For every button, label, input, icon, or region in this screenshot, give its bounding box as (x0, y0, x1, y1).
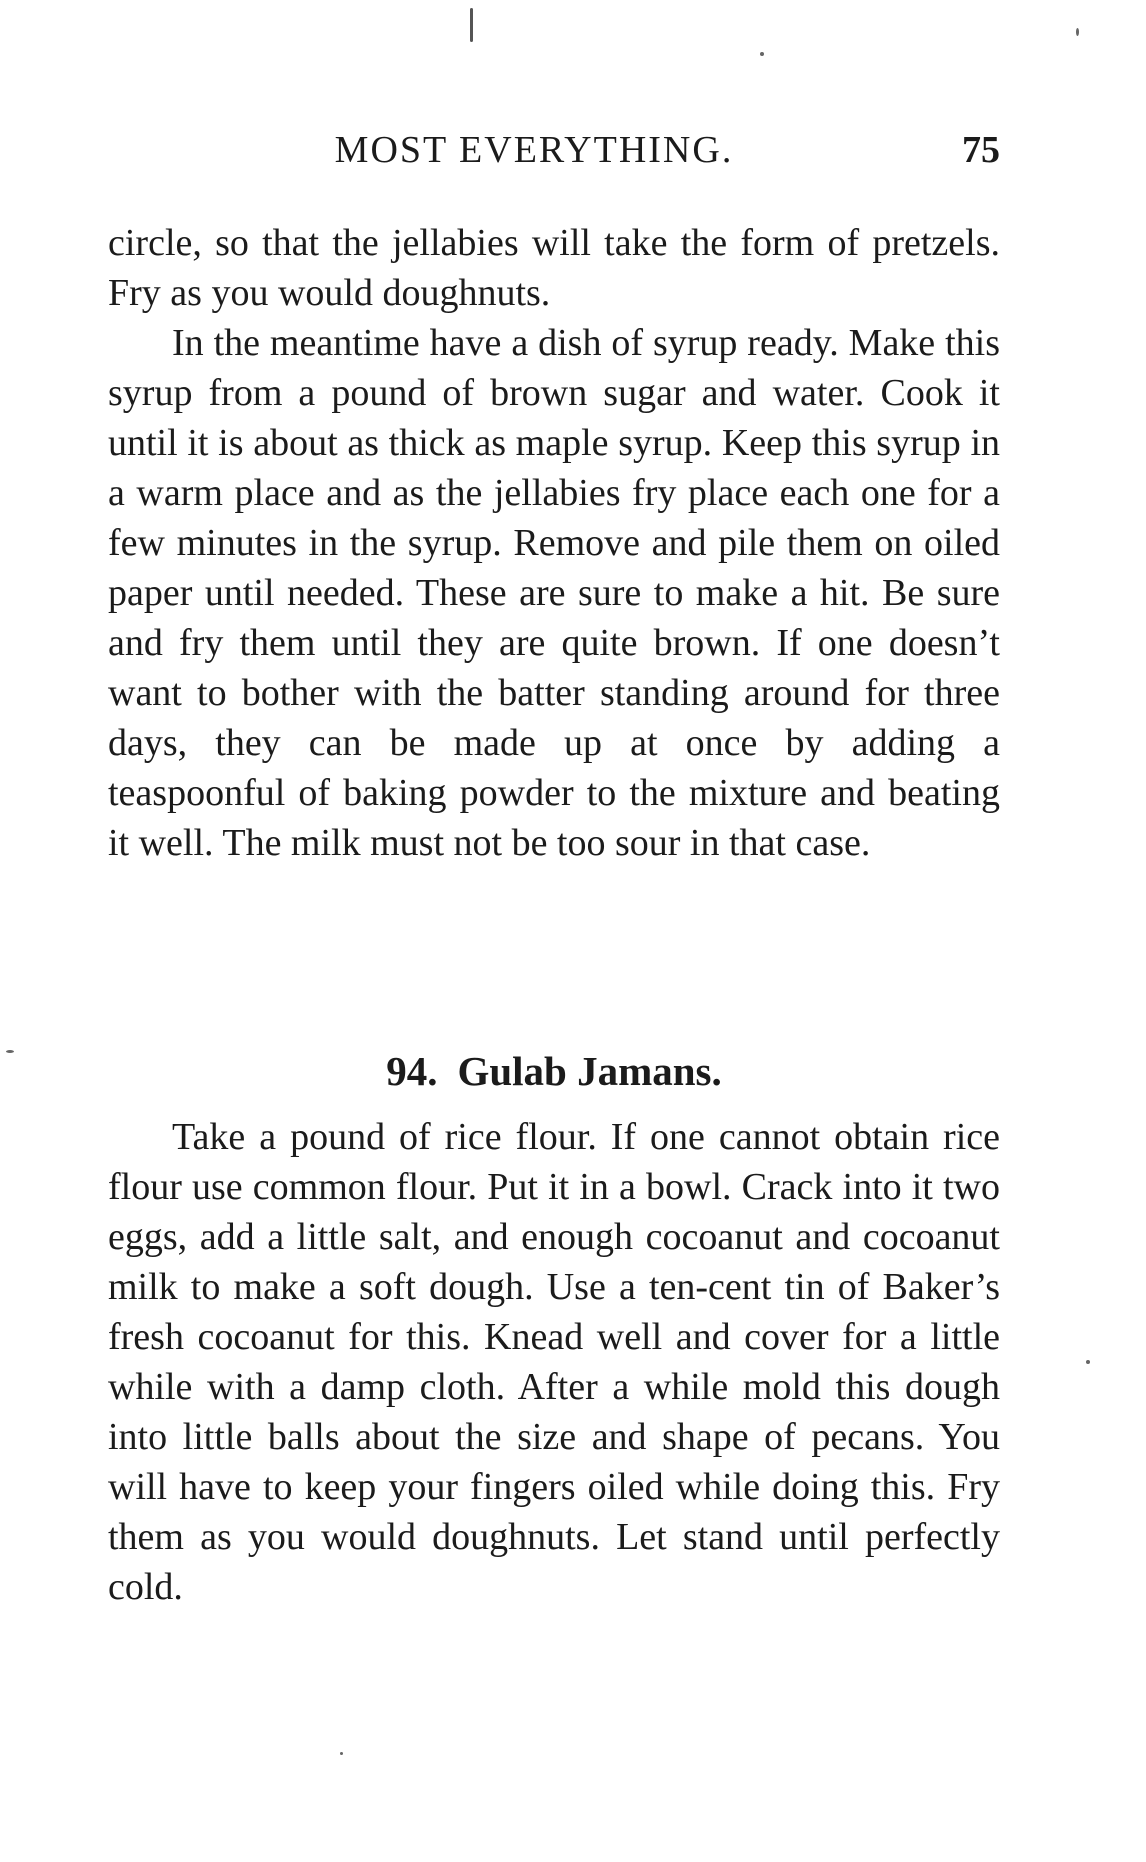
print-speck (760, 52, 764, 56)
print-speck (470, 8, 473, 42)
recipe-heading (108, 1044, 1000, 1098)
paragraph: In the meantime have a dish of syrup ready. Make this syrup from a pound of brown sugar and water. Cook it until it is about as thick as maple syrup. Keep this syrup in a warm place and as the jellabies fry place each one for a few minutes in the syrup. Remove and pile them on oiled paper until needed. These are sure to make a hit. Be sure and fry them until they are quite brown. If one doesn’t want to bother with the batter standing around for three days, they can be made up at once by adding a teaspoonful of baking powder to the mixture and beating it well. The milk must not be too sour in that case. (108, 322, 1000, 864)
print-speck (1086, 1360, 1090, 1364)
recipe-number: 94. (386, 1048, 438, 1094)
paragraph: Take a pound of rice flour. If one cannot obtain rice flour use common flour. Put it in a bowl. Crack into it two eggs, add a little salt, and enough cocoanut and cocoanut milk to make a soft dough. Use a ten-cent tin of Baker’s fresh cocoanut for this. Knead well and cover for a little while with a damp cloth. After a while mold this dough into little balls about the size and shape of pecans. You will have to keep your fingers oiled while doing this. Fry them as you would doughnuts. Let stand until perfectly cold. (108, 1116, 1000, 1608)
running-title: MOST EVERYTHING. (334, 129, 734, 171)
page-number: 75 (962, 129, 1000, 171)
running-head (108, 128, 1000, 178)
text-block-recipe (108, 1112, 1000, 1612)
text-block-continuation (108, 218, 1000, 868)
print-speck (340, 1752, 343, 1755)
recipe-title: Gulab Jamans. (457, 1048, 722, 1094)
print-speck (1076, 28, 1079, 36)
print-speck (6, 1050, 14, 1053)
paragraph: circle, so that the jellabies will take the form of pretzels. Fry as you would doughnuts. (108, 222, 1000, 314)
